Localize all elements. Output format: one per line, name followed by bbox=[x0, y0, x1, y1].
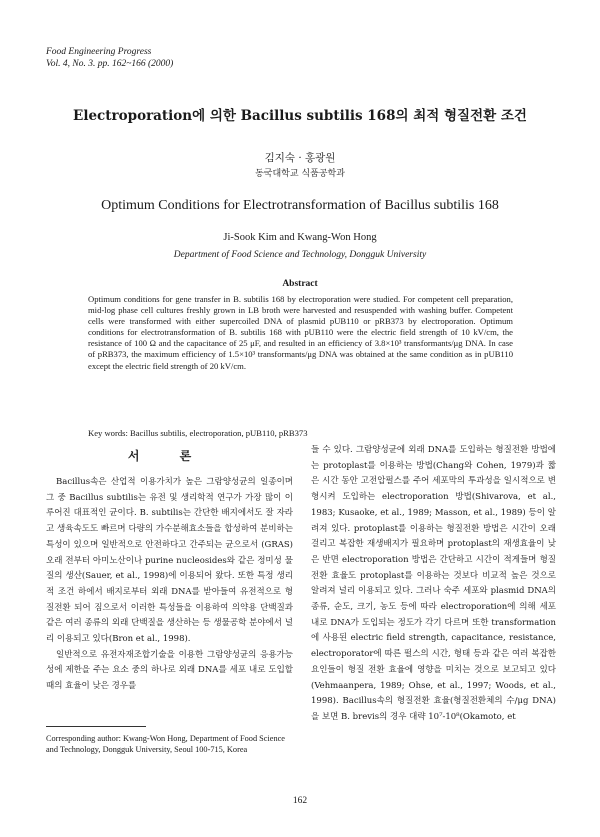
affiliation-korean: 동국대학교 식품공학과 bbox=[255, 169, 345, 179]
abstract-text: Optimum conditions for gene transfer in B. subtilis 168 by electroporation were studied. For competent cell preparation, mid-log phase cell cultures freshly grown in LB broth were harvested and resuspended with washing buffer. Competent cells were transformed with either supercoiled DNA of plasmid pUB110 or pRB373 by electroporation. Optimum conditions for electrotransformation of B. subtilis 168 with pUB110 were the electric field strength of 10 kV/cm, the resistance of 100 Ω and the capacitance of 25 μF, and resulted in an efficiency of 3.8×10³ transformants/μg DNA. In case of pRB373, the maximum efficiency of 1.5×10³ transformants/μg DNA was obtained at the same condition as in pUB110 except the electric field strength of 20 kV/cm. bbox=[88, 294, 513, 371]
footnote-divider bbox=[46, 726, 146, 727]
journal-name: Food Engineering Progress bbox=[46, 47, 152, 57]
page-number: 162 bbox=[292, 796, 308, 806]
section-heading-introduction: 서 론 bbox=[127, 449, 210, 463]
corresponding-author-footnote: Corresponding author: Kwang-Won Hong, Department of Food Science and Technology, Dongguk University, Seoul 100-715, Korea bbox=[46, 734, 285, 754]
intro-paragraph-2: 일반적으로 유전자재조합기술을 이용한 그람양성균의 응용가능성에 제한을 주는 요소 중의 하나로 외래 DNA를 세포 내로 도입할 때의 효율이 낮은 경우를 bbox=[46, 649, 293, 692]
authors-korean: 김지숙 · 홍광원 bbox=[264, 152, 336, 164]
keywords: Key words: Bacillus subtilis, electroporation, pUB110, pRB373 bbox=[88, 428, 308, 438]
title-korean: Electroporation에 의한 Bacillus subtilis 168의 최적 형질전환 조건 bbox=[73, 108, 527, 124]
authors-english: Ji-Sook Kim and Kwang-Won Hong bbox=[223, 232, 377, 243]
journal-volume: Vol. 4, No. 3. pp. 162~166 (2000) bbox=[46, 59, 174, 69]
intro-paragraph-continued: 들 수 있다. 그람양성균에 외래 DNA를 도입하는 형질전환 방법에는 protoplast를 이용하는 방법(Chang와 Cohen, 1979)과 짧은 시간 동안 고전압펄스를 주어 세포막의 투과성을 일시적으로 변형시켜 도입하는 electroporation 방법(Shivarova, et al., 1983; Kusaoke, et al., 1989; Masson, et al., 1989) 등이 알려져 있다. protoplast를 이용하는 형질전환 방법은 시간이 오래 걸리고 복잡한 재생배지가 필요하며 protoplast의 재생효율이 낮은 반면 electroporation 방법은 간단하고 시간이 적게들며 형질전환 효율도 protoplast를 이용하는 것보다 비교적 높은 것으로 알려져 널리 이용되고 있다. 그러나 숙주 세포와 plasmid DNA의 종류, 순도, 크기, 농도 등에 따라 electroporation에 의해 세포 내로 DNA가 도입되는 정도가 각기 다르며 또한 transformation에 사용된 electric field strength, capacitance, resistance, electroporator에 따른 펄스의 시간, 형태 등과 같은 여러 복잡한 요인들이 형질 전환 효율에 영향을 미치는 것으로 보고되고 있다(Vehmaanpera, 1989; Ohse, et al., 1997; Woods, et al., 1998). Bacillus속의 형질전환 효율(형질전환체의 수/μg DNA)을 보면 B. brevis의 경우 대략 10⁷-10⁸(Okamoto, et bbox=[311, 445, 556, 722]
journal-header bbox=[46, 46, 173, 70]
intro-paragraph-1: Bacillus속은 산업적 이용가치가 높은 그람양성균의 일종이며 그 중 Bacillus subtilis는 유전 및 생리학적 연구가 가장 많이 이루어진 대표적인 균이다. B. subtilis는 간단한 배지에서도 잘 자라고 생육속도도 빠르며 다량의 가수분해효소들을 합성하여 분비하는 특성이 있으며 일반적으로 안전하다고 간주되는 균으로서 (GRAS) 오래 전부터 아미노산이나 purine nucleosides와 같은 정미성 물질의 생산(Sauer, et al., 1998)에 이용되어 왔다. 또한 특정 생리적 조건 하에서 배지로부터 외래 DNA를 받아들여 유전적으로 형질전환 되어 짐으로서 이러한 특성들을 이용하여 의약용 단백질과 같은 여러 종류의 외래 단백질을 생산하는 등 생물공학 분야에서 널리 이용되고 있다(Bron et al., 1998). bbox=[46, 477, 293, 645]
right-column bbox=[311, 443, 556, 726]
left-column bbox=[46, 475, 293, 695]
affiliation-english: Department of Food Science and Technology, Dongguk University bbox=[173, 250, 427, 260]
title-english: Optimum Conditions for Electrotransformation of Bacillus subtilis 168 bbox=[101, 198, 499, 213]
abstract-heading: Abstract bbox=[282, 279, 318, 289]
